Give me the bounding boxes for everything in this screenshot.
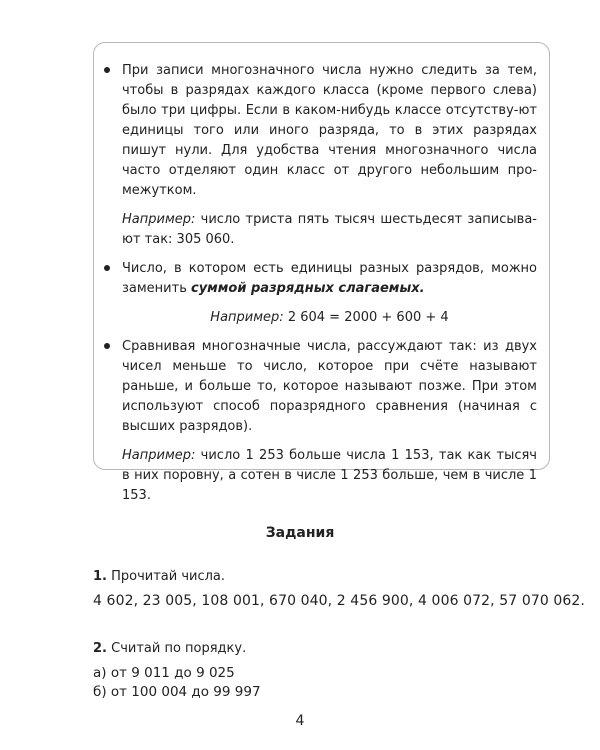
rule-bullet-2-text: Число, в котором есть единицы разных разрядов, можно заменить	[122, 261, 537, 296]
example-3	[122, 446, 537, 506]
rule-bullet-3: Сравнивая многозначные числа, рассуждают так: из двух чисел меньше то число, которое при счёте называют раньше, и больше то, которое называют позже. При этом используют способ поразрядного сравнения (начиная с высших разрядов).	[122, 337, 537, 437]
task-1-instruction: Прочитай числа.	[106, 569, 226, 584]
example-1	[122, 210, 537, 250]
example-3-label: Например:	[122, 448, 196, 463]
rule-bullet-2-emphasis: суммой разрядных слагаемых.	[191, 281, 425, 296]
task-2-number: 2.	[93, 641, 107, 656]
rule-bullet-1: При записи многозначного числа нужно следить за тем, чтобы в разрядах каждого класса (кроме первого слева) было три цифры. Если в каком-нибудь классе отсутству-ют единицы того или иного разряда, то в этих разрядах пишут нули. Для удобства чтения многозначного числа часто отделяют один класс от другого небольшим про-межутком.	[122, 61, 537, 201]
task-1-label	[93, 569, 225, 584]
example-1-text: число триста пять тысяч шестьдесят записыва-ют так: 305 060.	[122, 212, 537, 247]
example-3-text: число 1 253 больше числа 1 153, так как тысяч в них поровну, а сотен в числе 1 253 больше, чем в числе 1 153.	[122, 448, 537, 503]
example-2-label: Например:	[210, 310, 284, 325]
task-1-numbers: 4 602, 23 005, 108 001, 670 040, 2 456 900, 4 006 072, 57 070 062.	[93, 593, 585, 609]
task-2-item-a: а) от 9 011 до 9 025	[93, 665, 235, 681]
page-number: 4	[295, 713, 305, 729]
example-2	[122, 308, 537, 328]
example-2-text: 2 604 = 2000 + 600 + 4	[283, 310, 449, 325]
task-1-number: 1.	[93, 569, 107, 584]
task-2-instruction: Считай по порядку.	[106, 641, 247, 656]
tasks-heading: Задания	[265, 525, 335, 541]
example-1-label: Например:	[122, 212, 196, 227]
task-2-label	[93, 641, 246, 656]
task-2-item-b: б) от 100 004 до 99 997	[93, 684, 261, 700]
rule-bullet-2	[122, 259, 537, 299]
rule-box	[93, 42, 550, 503]
